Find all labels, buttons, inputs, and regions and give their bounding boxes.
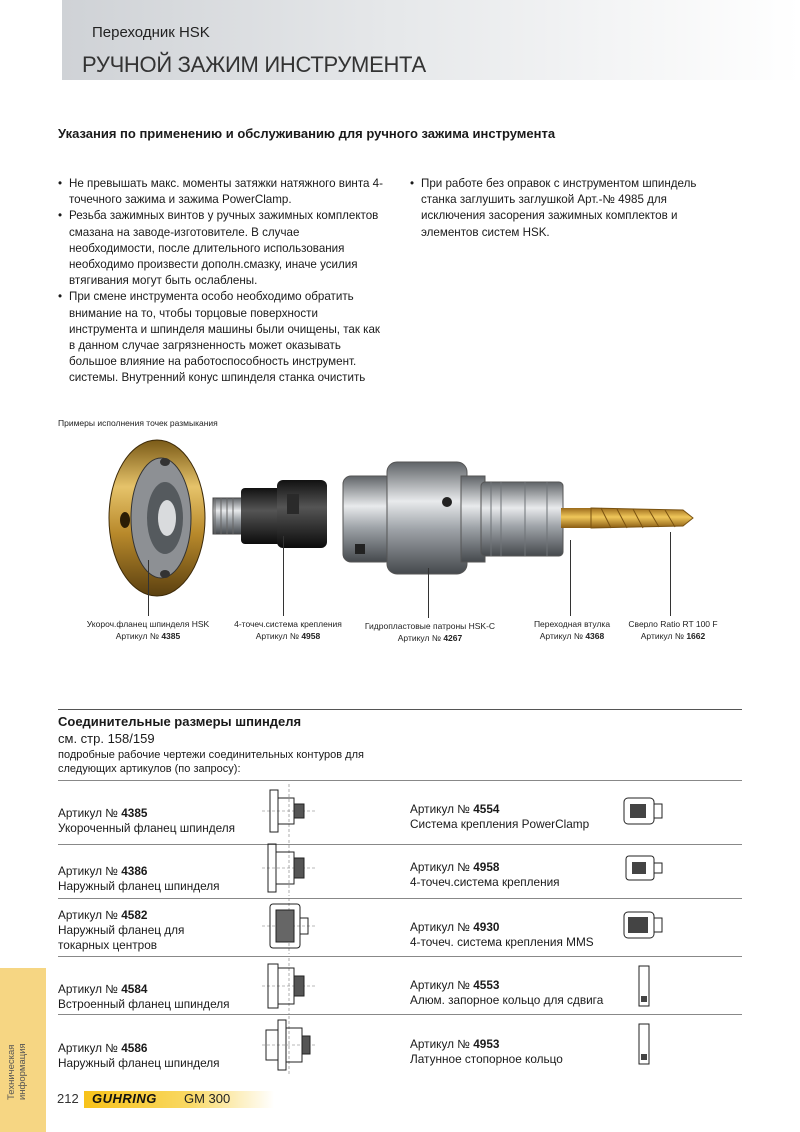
example-label: Переходная втулка Артикул № 4368 — [533, 619, 611, 641]
article-entry: Артикул № 4386 Наружный фланец шпинделя — [58, 864, 220, 893]
flange-drawing-icon — [262, 958, 316, 1014]
side-tab-label: Техническая информация — [6, 1043, 28, 1100]
article-entry: Артикул № 4586 Наружный фланец шпинделя — [58, 1041, 220, 1070]
bullet-item: • Резьба зажимных винтов у ручных зажимных комплектов смазана на заводе-изготовителе. В случае необходимости, после длительного использования необходимо произвести дополн.смазку, иначе усилия втягивания могут быть ослаблены. — [58, 208, 388, 289]
example-label: Гидропластовые патроны HSK-C Артикул № 4267 — [364, 621, 496, 643]
pointer-line — [670, 532, 671, 616]
flange-drawing-icon — [262, 1016, 316, 1074]
bullet-item: • При работе без оправок с инструментом шпиндель станка заглушить заглушкой Арт.-№ 4985 для исключения засорения зажимных комплектов и элементов систем HSK. — [410, 176, 730, 241]
instructions-right — [410, 176, 730, 241]
page-reference: см. стр. 158/159 — [58, 731, 155, 746]
row-divider — [58, 780, 742, 781]
pointer-line — [148, 560, 149, 616]
clamp-drawing-icon — [622, 852, 666, 884]
row-divider — [58, 898, 742, 899]
example-label: Сверло Ratio RT 100 F Артикул № 1662 — [628, 619, 718, 641]
section-divider — [58, 709, 742, 710]
flange-drawing-icon — [262, 840, 316, 896]
example-label: Укороч.фланец шпинделя HSK Артикул № 4385 — [86, 619, 210, 641]
article-entry: Артикул № 4930 4-точеч. система крепления MMS — [410, 920, 594, 949]
ring-drawing-icon — [637, 1022, 651, 1066]
article-entry: Артикул № 4958 4-точеч.система крепления — [410, 860, 560, 889]
tool-assembly-illustration — [95, 432, 715, 612]
clamp-drawing-icon — [620, 908, 666, 942]
bullet-item: • Не превышать макс. моменты затяжки натяжного винта 4-точечного зажима и зажима PowerClamp. — [58, 176, 388, 208]
hydraulic-chuck-icon — [343, 462, 563, 574]
drill-icon — [561, 508, 693, 528]
pointer-line — [570, 540, 571, 616]
article-entry: Артикул № 4953 Латунное стопорное кольцо — [410, 1037, 563, 1066]
clamping-system-icon — [213, 480, 327, 548]
spindle-flange-icon — [109, 440, 205, 596]
instructions-left — [58, 176, 388, 387]
page-number: 212 — [57, 1091, 79, 1106]
row-divider — [58, 1014, 742, 1015]
clamp-drawing-icon — [620, 794, 666, 828]
ring-drawing-icon — [637, 964, 651, 1008]
spindle-note: подробные рабочие чертежи соединительных контуров для следующих артикулов (по запросу): — [58, 749, 364, 775]
pointer-line — [283, 536, 284, 616]
brand-logo: GUHRING — [92, 1091, 157, 1106]
article-entry: Артикул № 4553 Алюм. запорное кольцо для сдвига — [410, 978, 604, 1007]
row-divider — [58, 956, 742, 957]
page-title: РУЧНОЙ ЗАЖИМ ИНСТРУМЕНТА — [82, 52, 426, 77]
section-title: Указания по применению и обслуживанию для ручного зажима инструмента — [58, 126, 556, 141]
flange-drawing-icon — [262, 784, 316, 838]
pointer-line — [428, 568, 429, 618]
row-divider — [58, 844, 742, 845]
header-subtitle: Переходник HSK — [92, 24, 210, 41]
catalog-name: GM 300 — [184, 1091, 231, 1106]
spindle-title: Соединительные размеры шпинделя — [58, 714, 302, 729]
flange-drawing-icon — [262, 898, 316, 954]
bullet-item: • При смене инструмента особо необходимо обратить внимание на то, чтобы торцовые поверхности инструмента и шпинделя машины были очищены, так как в данном случае загрязненность может оказывать большое влияние на работоспособность инструмент. системы. Внутренний конус шпинделя станка очистить — [58, 289, 388, 386]
examples-caption: Примеры исполнения точек размыкания — [58, 418, 218, 428]
article-entry: Артикул № 4554 Система крепления PowerClamp — [410, 802, 590, 831]
article-entry: Артикул № 4584 Встроенный фланец шпинделя — [58, 982, 230, 1011]
article-entry: Артикул № 4385 Укороченный фланец шпинделя — [58, 806, 236, 835]
article-entry: Артикул № 4582 Наружный фланец для токарных центров — [58, 908, 185, 952]
example-label: 4-точеч.система крепления Артикул № 4958 — [234, 619, 342, 641]
